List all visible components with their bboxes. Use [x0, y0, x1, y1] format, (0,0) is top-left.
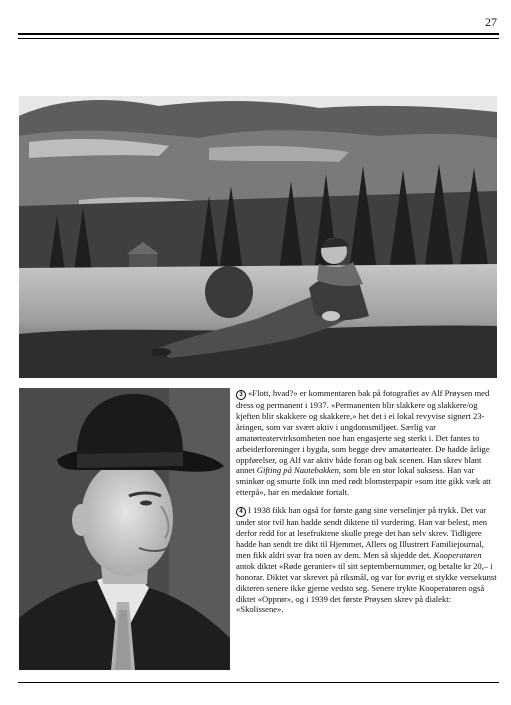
caption-marker: 4 [236, 507, 246, 517]
portrait-photo-drawing [19, 388, 230, 670]
caption-3 [236, 388, 498, 498]
caption-4 [236, 505, 498, 615]
caption-title: Kooperatøren [433, 549, 482, 560]
caption-column [236, 388, 498, 622]
caption-text: «Flott, hvad?» er kommentaren bak på fotografiet av Alf Prøysen med dress og permanent i 1937. «Permanenten blir slakkere og slakkere/og kjeften blir skakkere og skakkere,» het det i ei lokal revyvise signert 23-åringen, som var svært aktiv i ungdomsmiljøet. Særlig var amatørteatervirksomheten noe han engasjerte seg sterkt i. Det fantes to arbeiderforeninger i bygda, som begge drev amatørteater. De hadde årlige oppførelser, og Alf var aktiv både foran og bak scenen. Han skrev blant annet [236, 388, 490, 476]
caption-marker: 3 [236, 390, 246, 400]
top-rule [18, 33, 499, 39]
caption-title: Gifting på Nautebakken [256, 465, 339, 476]
caption-text: , som ble en stor lokal suksess. Han var sminkør og smurte folk inn med rødt blomsterpapir »som itte gikk væk att etterpå«, har en medaktør fortalt. [236, 465, 491, 498]
portrait-photo [19, 388, 230, 670]
caption-text: I 1938 fikk han også for første gang sine verselinjer på trykk. Det var under stor tvil han hadde sendt diktene til vurdering. Han var belest, men derfor redd for at lesefruktene skulle prege det han selv skrev. Tidligere hadde han sendt tre dikt til Hjemmet, Allers og Illustrert Familiejournal, men fikk aldri svar fra noen av dem. Men så skjedde det. [236, 505, 488, 560]
landscape-photo [19, 96, 497, 378]
caption-text: antok diktet «Røde geranier» til sitt septembernummer, og betalte kr 20,– i honorar. Diktet var skrevet på riksmål, og var for øvrig et stykke versekunst dikteren senere ikke gjerne vedsto seg. Senere trykte Kooperatøren også diktet «Opprør», og i 1939 det første Prøysen skrev på dialekt: «Skolissene». [236, 560, 497, 615]
page-number: 27 [485, 15, 497, 29]
landscape-photo-drawing [19, 96, 497, 378]
bottom-rule [18, 682, 499, 683]
